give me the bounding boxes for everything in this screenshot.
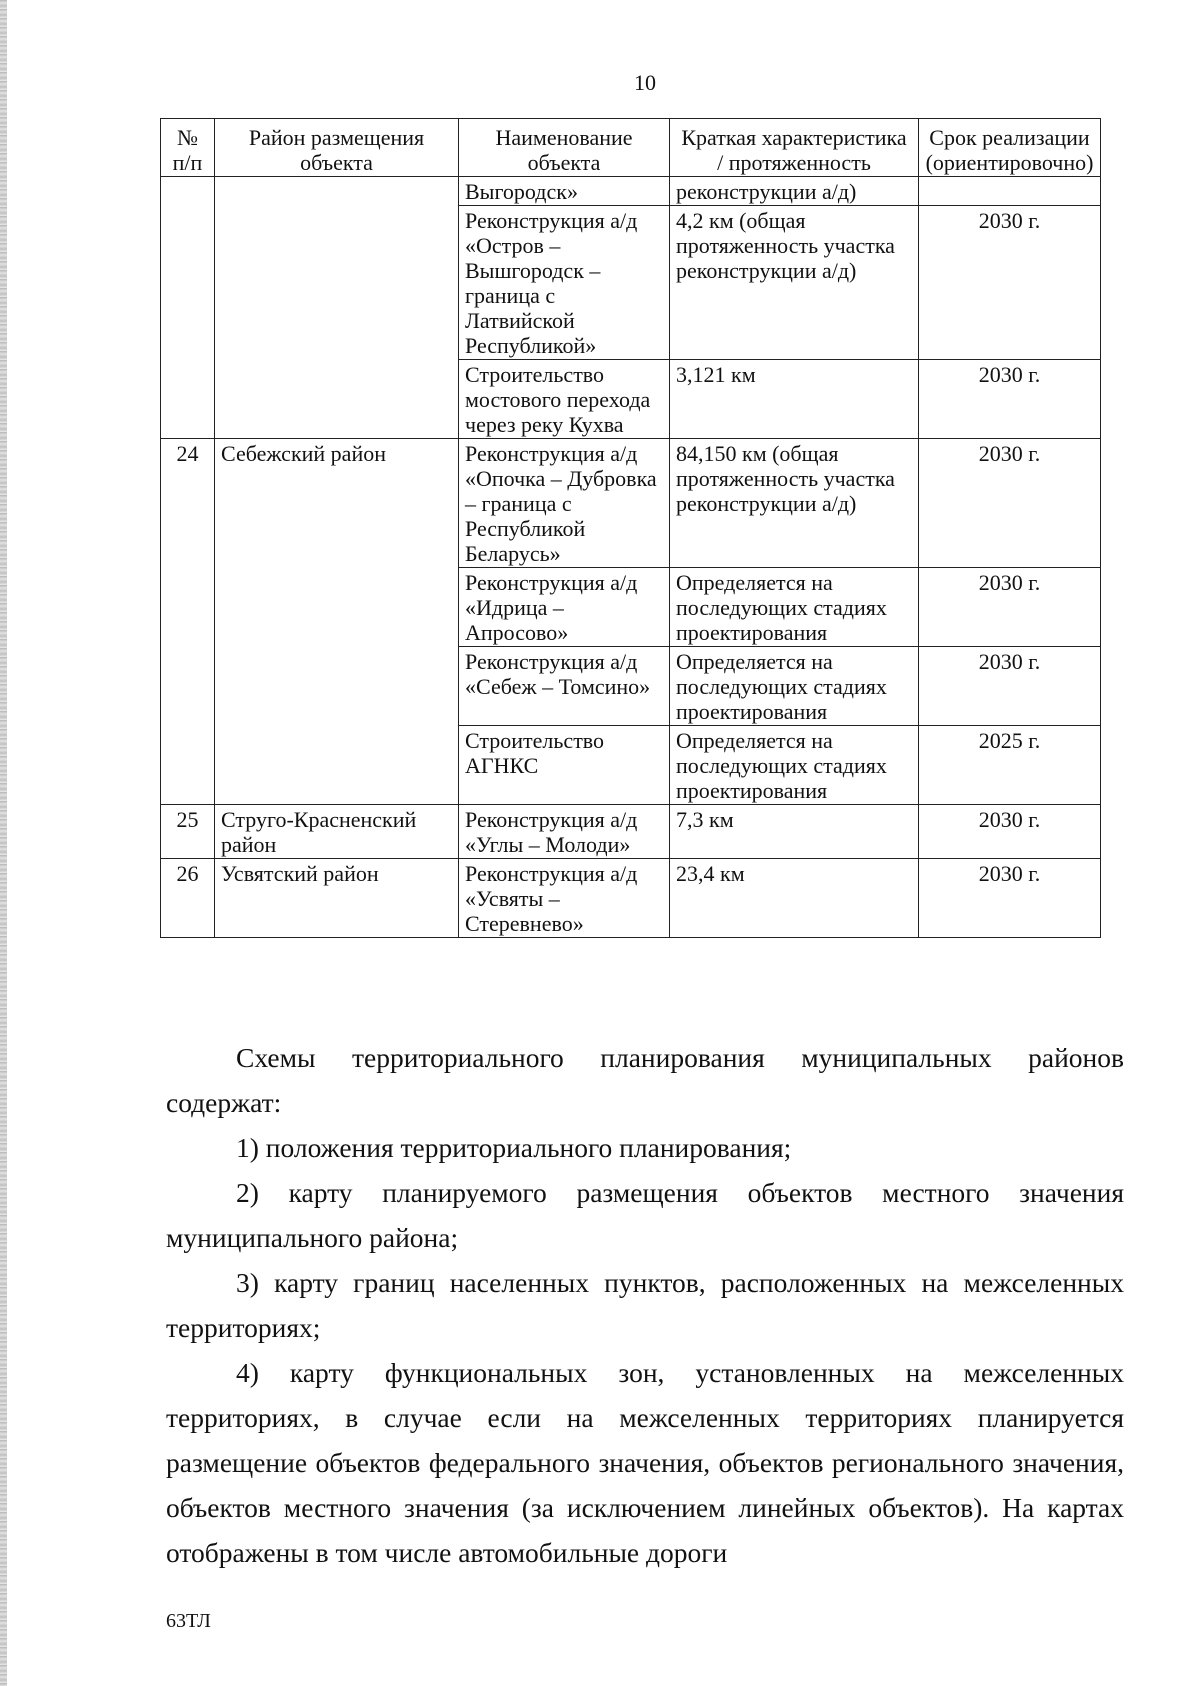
- paragraph-item-2: 2) карту планируемого размещения объектов местного значения муниципального района;: [166, 1177, 1124, 1253]
- row-object-name: Реконструкция а/д «Опочка – Дубровка – граница с Республикой Беларусь»: [459, 439, 670, 568]
- row-object-name: Реконструкция а/д «Себеж – Томсино»: [459, 647, 670, 726]
- row-object-name: Реконструкция а/д «Остров – Вышгородск – граница с Латвийской Республикой»: [459, 206, 670, 360]
- row-term: 2030 г.: [919, 859, 1101, 938]
- row-term: [919, 177, 1101, 206]
- paragraph-intro: Схемы территориального планирования муниципальных районов содержат:: [166, 1042, 1124, 1118]
- row-number: [161, 177, 215, 439]
- row-description: Определяется на последующих стадиях проектирования: [670, 568, 919, 647]
- row-object-name: Реконструкция а/д «Усвяты – Стеревнево»: [459, 859, 670, 938]
- header-district: Район размещения объекта: [215, 119, 459, 177]
- row-district: [215, 177, 459, 439]
- document-code: 63ТЛ: [166, 1610, 211, 1632]
- body-text: [166, 1035, 1124, 1575]
- row-number: 25: [161, 805, 215, 859]
- header-number: № п/п: [161, 119, 215, 177]
- header-term: Срок реализации (ориентировочно): [919, 119, 1101, 177]
- row-description: 7,3 км: [670, 805, 919, 859]
- row-district: Струго-Красненский район: [215, 805, 459, 859]
- scan-edge: [0, 0, 7, 1686]
- row-description: 23,4 км: [670, 859, 919, 938]
- row-description: реконструкции а/д): [670, 177, 919, 206]
- table-row: [161, 177, 1101, 206]
- row-object-name: Строительство АГНКС: [459, 726, 670, 805]
- table-row: [161, 439, 1101, 568]
- row-district: Себежский район: [215, 439, 459, 805]
- header-object-name: Наименование объекта: [459, 119, 670, 177]
- row-object-name: Выгородск»: [459, 177, 670, 206]
- row-term: 2030 г.: [919, 647, 1101, 726]
- row-term: 2030 г.: [919, 805, 1101, 859]
- table-header-row: [161, 119, 1101, 177]
- row-description: 3,121 км: [670, 360, 919, 439]
- row-term: 2025 г.: [919, 726, 1101, 805]
- row-description: 84,150 км (общая протяженность участка реконструкции а/д): [670, 439, 919, 568]
- header-description: Краткая характеристика / протяженность: [670, 119, 919, 177]
- table-row: [161, 805, 1101, 859]
- row-number: 26: [161, 859, 215, 938]
- row-object-name: Реконструкция а/д «Идрица – Апросово»: [459, 568, 670, 647]
- row-term: 2030 г.: [919, 206, 1101, 360]
- row-district: Усвятский район: [215, 859, 459, 938]
- row-object-name: Реконструкция а/д «Углы – Молоди»: [459, 805, 670, 859]
- table-row: [161, 859, 1101, 938]
- row-term: 2030 г.: [919, 439, 1101, 568]
- paragraph-item-3: 3) карту границ населенных пунктов, расположенных на межселенных территориях;: [166, 1267, 1124, 1343]
- row-description: 4,2 км (общая протяженность участка реконструкции а/д): [670, 206, 919, 360]
- row-object-name: Строительство мостового перехода через реку Кухва: [459, 360, 670, 439]
- row-description: Определяется на последующих стадиях проектирования: [670, 726, 919, 805]
- row-number: 24: [161, 439, 215, 805]
- objects-table: [160, 118, 1101, 938]
- row-term: 2030 г.: [919, 360, 1101, 439]
- row-description: Определяется на последующих стадиях проектирования: [670, 647, 919, 726]
- page-number: 10: [634, 70, 656, 95]
- paragraph-item-1: 1) положения территориального планирования;: [236, 1132, 792, 1163]
- paragraph-item-4: 4) карту функциональных зон, установленных на межселенных территориях, в случае если на межселенных территориях планируется размещение объектов федерального значения, объектов регионального значения, объектов местного значения (за исключением линейных объектов). На картах отображены в том числе автомобильные дороги: [166, 1357, 1124, 1568]
- row-term: 2030 г.: [919, 568, 1101, 647]
